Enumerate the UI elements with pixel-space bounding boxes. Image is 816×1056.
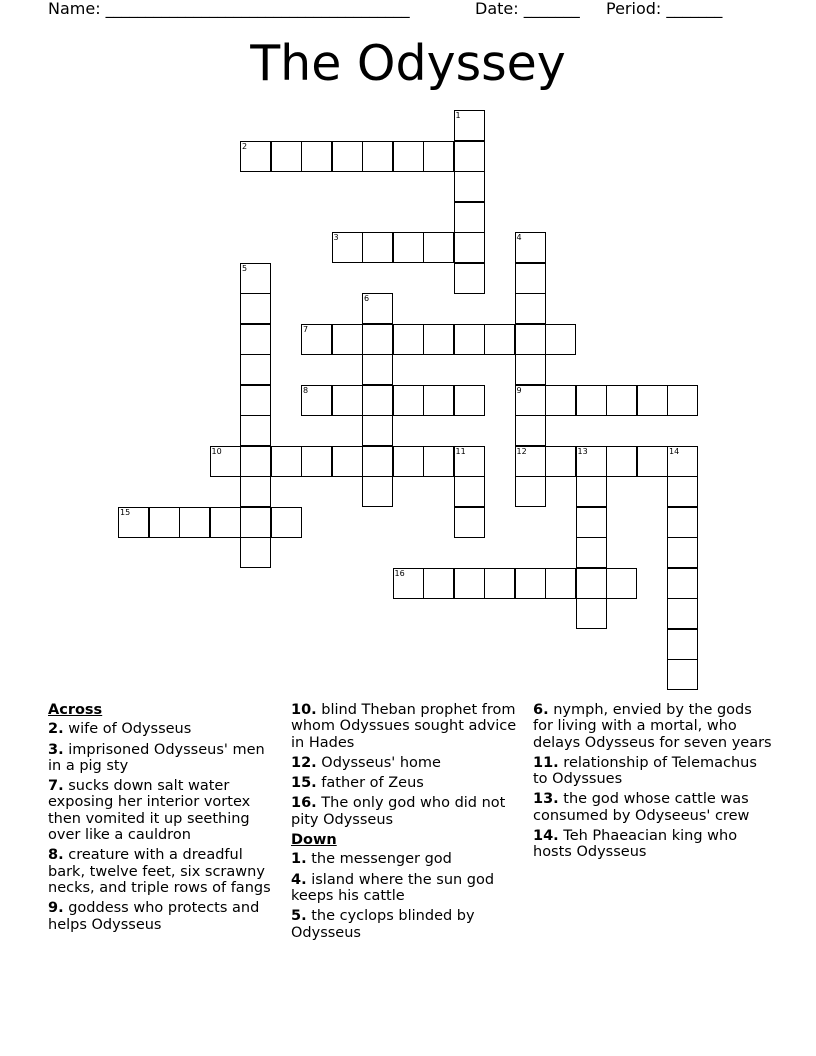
grid-cell[interactable] [240,537,271,568]
grid-cell[interactable] [423,141,454,172]
grid-cell[interactable] [576,537,607,568]
grid-cell[interactable] [393,141,424,172]
grid-cell[interactable] [454,110,485,141]
grid-cell[interactable] [118,507,149,538]
grid-cell[interactable] [454,385,485,416]
grid-cell[interactable] [332,446,363,477]
grid-cell[interactable] [362,232,393,263]
clue-number-label: 13 [577,446,588,456]
grid-cell[interactable] [240,263,271,294]
clue-number: 13. [533,791,559,808]
grid-cell[interactable] [240,446,271,477]
grid-cell[interactable] [454,141,485,172]
grid-cell[interactable] [332,141,363,172]
grid-cell[interactable] [637,385,668,416]
clue-down [533,791,773,824]
grid-cell[interactable] [454,171,485,202]
grid-cell[interactable] [454,568,485,599]
clue-down [533,702,773,751]
grid-cell[interactable] [545,446,576,477]
clue-across [291,702,519,751]
grid-cell[interactable] [393,568,424,599]
grid-cell[interactable] [362,293,393,324]
clue-number: 1. [291,851,307,868]
clue-text: the god whose cattle was consumed by Odyseeus' crew [533,791,750,824]
clue-number: 6. [533,702,549,718]
grid-cell[interactable] [423,446,454,477]
grid-cell[interactable] [545,385,576,416]
clue-number-label: 15 [120,507,131,517]
grid-cell[interactable] [576,446,607,477]
clue-number-label: 9 [516,385,522,395]
clue-number-label: 12 [516,446,527,456]
clue-number-label: 11 [455,446,466,456]
grid-cell[interactable] [332,324,363,355]
clue-number-label: 7 [303,324,309,334]
grid-cell[interactable] [515,446,546,477]
grid-cell[interactable] [271,446,302,477]
grid-cell[interactable] [362,354,393,385]
clue-text: goddess who protects and helps Odysseus [48,900,260,933]
clue-text: the cyclops blinded by Odysseus [291,908,475,941]
clue-text: Teh Phaeacian king who hosts Odysseus [533,828,738,861]
grid-cell[interactable] [667,385,698,416]
grid-cell[interactable] [362,385,393,416]
grid-cell[interactable] [667,476,698,507]
grid-cell[interactable] [301,324,332,355]
clue-number-label: 1 [455,111,461,120]
grid-cell[interactable] [240,324,271,355]
grid-cell[interactable] [454,446,485,477]
grid-cell[interactable] [301,385,332,416]
clue-column-1 [48,702,280,937]
clue-number: 2. [48,721,64,738]
clue-text: The only god who did not pity Odysseus [291,795,506,828]
grid-cell[interactable] [576,568,607,599]
name-field-label: Name: ______________________________________ [48,0,410,18]
clue-text: island where the sun god keeps his cattle [291,871,495,904]
grid-cell[interactable] [393,232,424,263]
clue-across [291,755,519,771]
clue-number: 5. [291,908,307,925]
grid-cell[interactable] [515,263,546,294]
grid-cell[interactable] [362,446,393,477]
grid-cell[interactable] [667,568,698,599]
clue-text: father of Zeus [321,775,424,792]
clue-number: 10. [291,702,317,718]
grid-cell[interactable] [301,446,332,477]
clue-number: 4. [291,871,307,888]
grid-cell[interactable] [301,141,332,172]
clue-number-label: 2 [242,141,248,151]
grid-cell[interactable] [240,293,271,324]
clue-number: 16. [291,795,317,812]
page-title: The Odyssey [250,35,566,92]
clue-number: 9. [48,900,64,917]
grid-cell[interactable] [362,324,393,355]
clue-text: wife of Odysseus [68,721,192,738]
grid-cell[interactable] [423,232,454,263]
grid-cell[interactable] [484,324,515,355]
grid-cell[interactable] [515,232,546,263]
grid-cell[interactable] [149,507,180,538]
grid-cell[interactable] [576,598,607,629]
clue-number: 15. [291,775,317,792]
grid-cell[interactable] [332,385,363,416]
grid-cell[interactable] [515,415,546,446]
grid-cell[interactable] [240,141,271,172]
grid-cell[interactable] [454,507,485,538]
grid-cell[interactable] [545,568,576,599]
clue-down [291,908,519,941]
period-field-label: Period: _______ [606,0,723,18]
grid-cell[interactable] [362,415,393,446]
grid-cell[interactable] [515,293,546,324]
grid-cell[interactable] [667,537,698,568]
clue-number-label: 16 [394,568,405,578]
grid-cell[interactable] [545,324,576,355]
clue-down [533,828,773,861]
grid-cell[interactable] [454,324,485,355]
grid-cell[interactable] [393,385,424,416]
grid-cell[interactable] [484,568,515,599]
grid-cell[interactable] [606,446,637,477]
clue-across [48,900,280,933]
clue-number: 3. [48,741,64,758]
clue-text: blind Theban prophet from whom Odyssues sought advice in Hades [291,702,517,751]
date-field-label: Date: _______ [475,0,580,18]
grid-cell[interactable] [515,324,546,355]
clue-text: relationship of Telemachus to Odyssues [533,754,757,788]
clue-text: sucks down salt water exposing her interior vortex then vomited it up seething over like a cauldron [48,778,251,844]
grid-cell[interactable] [515,385,546,416]
clue-across [291,775,519,791]
grid-cell[interactable] [240,385,271,416]
clue-number: 7. [48,778,64,795]
grid-cell[interactable] [454,232,485,263]
grid-cell[interactable] [515,568,546,599]
grid-cell[interactable] [240,476,271,507]
grid-cell[interactable] [240,507,271,538]
clue-number-label: 14 [669,446,680,456]
across-heading: Across [48,702,103,718]
grid-cell[interactable] [240,415,271,446]
grid-cell[interactable] [179,507,210,538]
grid-cell[interactable] [606,568,637,599]
grid-cell[interactable] [454,202,485,233]
clue-column-2 [291,702,519,945]
clue-number-label: 6 [364,294,370,303]
grid-cell[interactable] [637,446,668,477]
clue-number: 12. [291,754,317,771]
grid-cell[interactable] [393,446,424,477]
grid-cell[interactable] [210,446,241,477]
grid-cell[interactable] [271,141,302,172]
grid-cell[interactable] [423,385,454,416]
grid-cell[interactable] [362,476,393,507]
clue-list [0,702,816,1042]
clue-across [48,742,280,775]
grid-cell[interactable] [576,507,607,538]
clue-number: 14. [533,828,559,845]
clue-number: 11. [533,754,559,771]
clue-across [48,721,280,737]
grid-cell[interactable] [576,476,607,507]
clue-down [533,755,773,788]
grid-cell[interactable] [332,232,363,263]
clue-number-label: 10 [211,446,222,456]
grid-cell[interactable] [454,263,485,294]
grid-cell[interactable] [423,324,454,355]
grid-cell[interactable] [515,476,546,507]
grid-cell[interactable] [667,629,698,660]
grid-cell[interactable] [210,507,241,538]
clue-across [291,795,519,828]
clue-text: the messenger god [311,851,452,868]
clue-number: 8. [48,847,64,864]
grid-cell[interactable] [454,476,485,507]
clue-down [291,872,519,905]
clue-number-label: 4 [516,233,522,242]
grid-cell[interactable] [667,446,698,477]
clue-text: imprisoned Odysseus' men in a pig sty [48,741,265,774]
clue-number-label: 3 [333,233,339,242]
clue-across [48,778,280,843]
grid-cell[interactable] [423,568,454,599]
clue-number-label: 5 [242,263,248,273]
grid-cell[interactable] [576,385,607,416]
clue-across [48,847,280,896]
grid-cell[interactable] [667,598,698,629]
grid-cell[interactable] [667,659,698,690]
clue-column-3 [533,702,773,865]
grid-cell[interactable] [271,507,302,538]
grid-cell[interactable] [240,354,271,385]
grid-cell[interactable] [606,385,637,416]
clue-text: Odysseus' home [321,754,441,771]
clue-text: nymph, envied by the gods for living with a mortal, who delays Odysseus for seven years [533,702,772,751]
grid-cell[interactable] [393,324,424,355]
grid-cell[interactable] [362,141,393,172]
grid-cell[interactable] [515,354,546,385]
clue-text: creature with a dreadful bark, twelve feet, six scrawny necks, and triple rows of fangs [48,847,271,896]
down-heading: Down [291,832,337,849]
clue-number-label: 8 [303,385,309,395]
clue-down [291,851,519,867]
grid-cell[interactable] [667,507,698,538]
